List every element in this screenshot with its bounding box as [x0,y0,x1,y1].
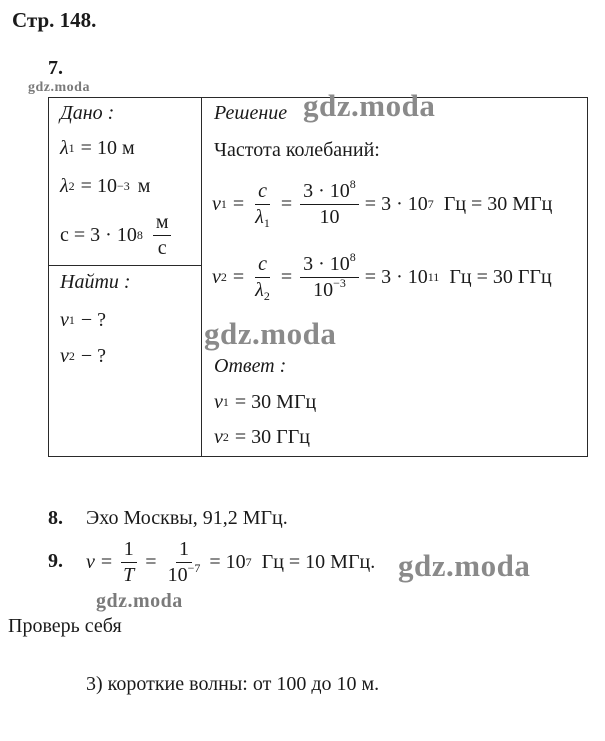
equation-nu-2: ν 2 = $\frac{c}{\lambda_2}$ = $\frac{3 \cdot 10^8}{10^{-3}}$ = 3 · 10 11 Гц = 30 ГГц [212,249,552,303]
task-8-number: 8. [48,507,63,529]
answer-nu-1: ν 1 = 30 МГц [214,390,317,413]
find-nu-1: ν 1 − ? [60,308,107,331]
watermark-small-1: gdz.moda [28,80,90,95]
given-speed-of-light: c = 3 · 10 8 $\frac{м}{с}$ [60,212,173,258]
watermark-large-2: gdz.moda [204,316,337,351]
watermark-small-2: gdz.moda [96,590,183,612]
answer-nu-2: ν 2 = 30 ГГц [214,425,310,448]
check-yourself-answer: 3) короткие волны: от 100 до 10 м. [86,673,380,695]
given-lambda-1: λ 1 = 10 м [60,136,135,159]
given-label: Дано : [60,102,115,124]
solution-intro: Частота колебаний: [214,139,380,161]
task-7-number: 7. [48,57,63,79]
find-nu-2: ν 2 − ? [60,344,107,367]
solution-label: Решение [214,102,288,124]
task-8-text: Эхо Москвы, 91,2 МГц. [86,507,288,529]
watermark-large-3: gdz.moda [398,548,531,583]
watermark-large-1: gdz.moda [303,88,436,123]
table-horizontal-divider [48,265,202,266]
answer-label: Ответ : [214,355,287,377]
given-lambda-2: λ 2 = 10 −3 м [60,174,151,197]
table-vertical-divider [201,97,202,456]
page-label: Стр. 148. [12,8,97,32]
task-9-number: 9. [48,550,63,572]
find-label: Найти : [60,271,131,293]
check-yourself-label: Проверь себя [8,615,122,637]
equation-nu-1: ν 1 = $\frac{c}{\lambda_1}$ = $\frac{3 \cdot 10^8}{10}$ = 3 · 10 7 Гц = 30 МГц [212,176,553,230]
task-9-equation: ν = $\frac{1}{T}$ = $\frac{1}{10^{-7}}$ = 10 7 Гц = 10 МГц. [86,537,376,586]
